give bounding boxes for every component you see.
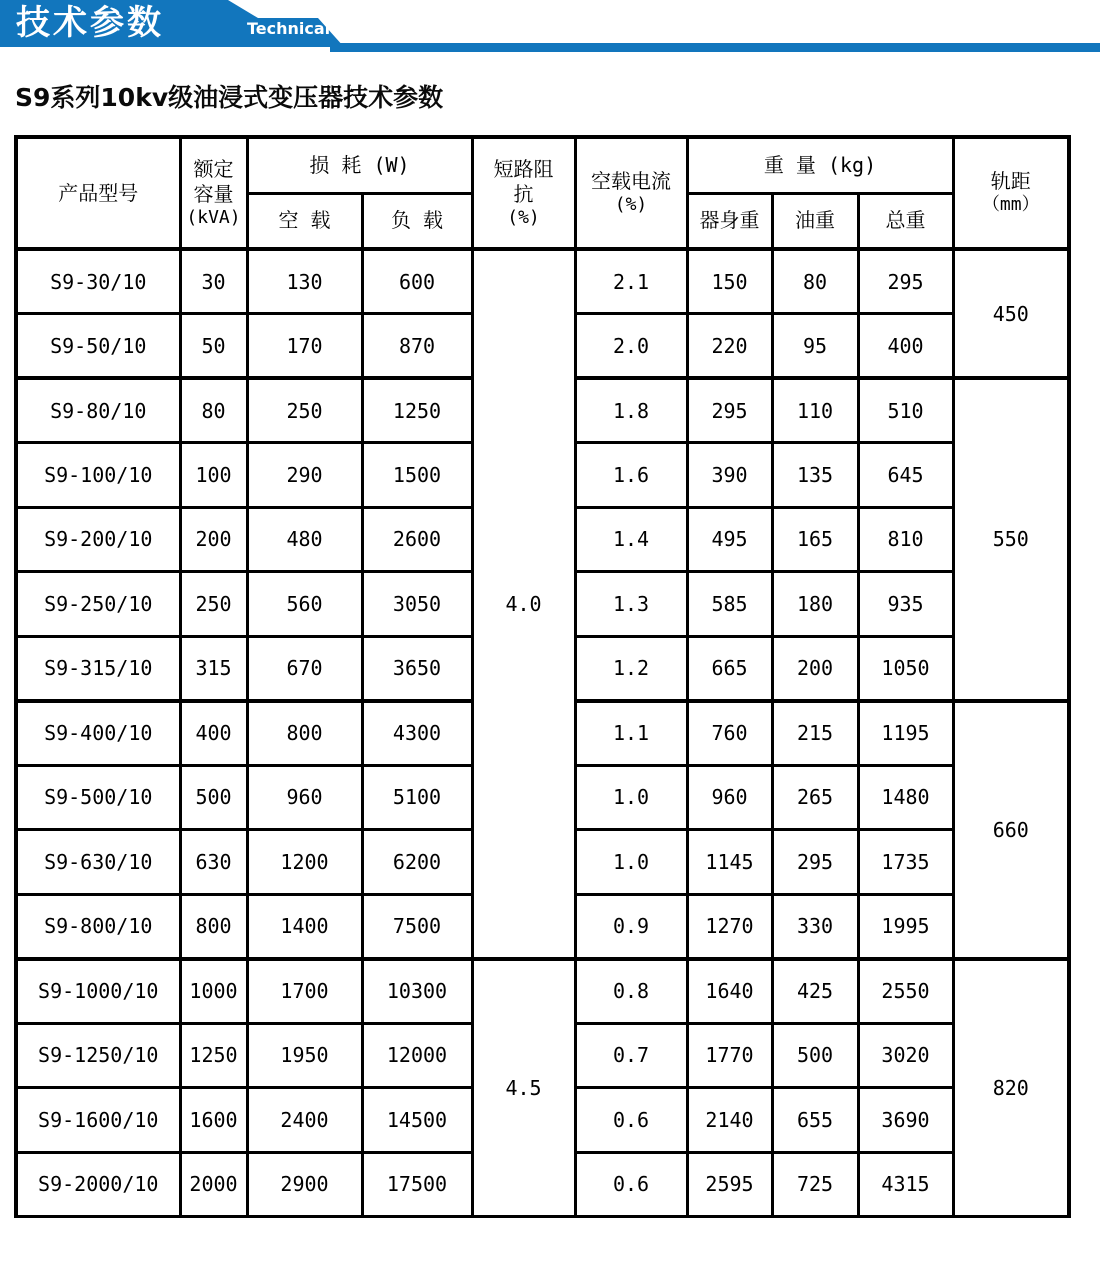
cell-capacity: 1000 bbox=[180, 959, 247, 1024]
cell-no-load-current: 1.1 bbox=[575, 701, 687, 766]
cell-load-loss: 1250 bbox=[362, 378, 472, 443]
cell-model: S9-630/10 bbox=[16, 830, 180, 895]
cell-load-loss: 17500 bbox=[362, 1152, 472, 1217]
cell-impedance: 4.5 bbox=[472, 959, 575, 1217]
cell-gauge: 660 bbox=[953, 701, 1069, 959]
table-header bbox=[16, 137, 1069, 249]
cell-total-weight: 1480 bbox=[858, 765, 953, 830]
header-weight-group: 重 量 (kg) bbox=[687, 137, 953, 193]
header-gauge: 轨距 （mm） bbox=[953, 137, 1069, 249]
cell-capacity: 250 bbox=[180, 572, 247, 637]
cell-body-weight: 295 bbox=[687, 378, 772, 443]
cell-total-weight: 510 bbox=[858, 378, 953, 443]
cell-no-load-loss: 170 bbox=[247, 314, 362, 379]
cell-total-weight: 1735 bbox=[858, 830, 953, 895]
cell-no-load-loss: 250 bbox=[247, 378, 362, 443]
cell-body-weight: 495 bbox=[687, 507, 772, 572]
cell-no-load-current: 0.6 bbox=[575, 1152, 687, 1217]
cell-capacity: 50 bbox=[180, 314, 247, 379]
cell-load-loss: 2600 bbox=[362, 507, 472, 572]
cell-capacity: 500 bbox=[180, 765, 247, 830]
cell-no-load-loss: 2900 bbox=[247, 1152, 362, 1217]
cell-no-load-current: 1.3 bbox=[575, 572, 687, 637]
cell-model: S9-50/10 bbox=[16, 314, 180, 379]
cell-model: S9-400/10 bbox=[16, 701, 180, 766]
cell-capacity: 1600 bbox=[180, 1088, 247, 1153]
cell-no-load-loss: 960 bbox=[247, 765, 362, 830]
cell-body-weight: 220 bbox=[687, 314, 772, 379]
cell-no-load-current: 0.7 bbox=[575, 1023, 687, 1088]
header-no-load-loss: 空 载 bbox=[247, 193, 362, 249]
cell-total-weight: 1195 bbox=[858, 701, 953, 766]
cell-model: S9-2000/10 bbox=[16, 1152, 180, 1217]
cell-capacity: 200 bbox=[180, 507, 247, 572]
cell-total-weight: 3690 bbox=[858, 1088, 953, 1153]
cell-total-weight: 400 bbox=[858, 314, 953, 379]
header-loss-group: 损 耗 (W) bbox=[247, 137, 472, 193]
cell-no-load-current: 1.6 bbox=[575, 443, 687, 508]
table-row bbox=[16, 249, 1069, 314]
cell-no-load-loss: 560 bbox=[247, 572, 362, 637]
cell-load-loss: 6200 bbox=[362, 830, 472, 895]
cell-load-loss: 14500 bbox=[362, 1088, 472, 1153]
cell-body-weight: 1770 bbox=[687, 1023, 772, 1088]
banner-title-en: Technical parameter bbox=[247, 19, 431, 38]
cell-no-load-current: 2.1 bbox=[575, 249, 687, 314]
cell-gauge: 450 bbox=[953, 249, 1069, 378]
cell-total-weight: 935 bbox=[858, 572, 953, 637]
cell-model: S9-500/10 bbox=[16, 765, 180, 830]
cell-capacity: 100 bbox=[180, 443, 247, 508]
cell-oil-weight: 500 bbox=[772, 1023, 858, 1088]
header-no-load-current: 空载电流 (%) bbox=[575, 137, 687, 249]
cell-body-weight: 1270 bbox=[687, 894, 772, 959]
cell-model: S9-80/10 bbox=[16, 378, 180, 443]
cell-body-weight: 2595 bbox=[687, 1152, 772, 1217]
cell-no-load-loss: 480 bbox=[247, 507, 362, 572]
cell-no-load-loss: 1200 bbox=[247, 830, 362, 895]
cell-total-weight: 3020 bbox=[858, 1023, 953, 1088]
cell-model: S9-1600/10 bbox=[16, 1088, 180, 1153]
header-banner bbox=[0, 0, 1100, 56]
cell-no-load-current: 1.4 bbox=[575, 507, 687, 572]
cell-oil-weight: 165 bbox=[772, 507, 858, 572]
cell-model: S9-30/10 bbox=[16, 249, 180, 314]
cell-gauge: 550 bbox=[953, 378, 1069, 701]
cell-no-load-current: 0.8 bbox=[575, 959, 687, 1024]
cell-capacity: 800 bbox=[180, 894, 247, 959]
cell-body-weight: 1145 bbox=[687, 830, 772, 895]
cell-load-loss: 870 bbox=[362, 314, 472, 379]
cell-capacity: 400 bbox=[180, 701, 247, 766]
cell-no-load-current: 1.0 bbox=[575, 830, 687, 895]
cell-model: S9-1000/10 bbox=[16, 959, 180, 1024]
cell-load-loss: 4300 bbox=[362, 701, 472, 766]
cell-model: S9-1250/10 bbox=[16, 1023, 180, 1088]
cell-capacity: 30 bbox=[180, 249, 247, 314]
cell-oil-weight: 330 bbox=[772, 894, 858, 959]
cell-impedance: 4.0 bbox=[472, 249, 575, 959]
cell-capacity: 315 bbox=[180, 636, 247, 701]
table-row bbox=[16, 959, 1069, 1024]
cell-model: S9-250/10 bbox=[16, 572, 180, 637]
cell-oil-weight: 80 bbox=[772, 249, 858, 314]
cell-load-loss: 7500 bbox=[362, 894, 472, 959]
cell-no-load-current: 1.8 bbox=[575, 378, 687, 443]
cell-total-weight: 645 bbox=[858, 443, 953, 508]
header-load-loss: 负 载 bbox=[362, 193, 472, 249]
cell-load-loss: 3050 bbox=[362, 572, 472, 637]
cell-model: S9-800/10 bbox=[16, 894, 180, 959]
cell-no-load-loss: 1700 bbox=[247, 959, 362, 1024]
cell-oil-weight: 180 bbox=[772, 572, 858, 637]
cell-body-weight: 760 bbox=[687, 701, 772, 766]
cell-no-load-loss: 800 bbox=[247, 701, 362, 766]
cell-no-load-loss: 2400 bbox=[247, 1088, 362, 1153]
cell-model: S9-200/10 bbox=[16, 507, 180, 572]
cell-body-weight: 960 bbox=[687, 765, 772, 830]
cell-total-weight: 1995 bbox=[858, 894, 953, 959]
cell-oil-weight: 655 bbox=[772, 1088, 858, 1153]
cell-body-weight: 390 bbox=[687, 443, 772, 508]
cell-oil-weight: 265 bbox=[772, 765, 858, 830]
cell-load-loss: 3650 bbox=[362, 636, 472, 701]
cell-model: S9-100/10 bbox=[16, 443, 180, 508]
cell-no-load-loss: 670 bbox=[247, 636, 362, 701]
cell-capacity: 80 bbox=[180, 378, 247, 443]
cell-body-weight: 150 bbox=[687, 249, 772, 314]
cell-load-loss: 5100 bbox=[362, 765, 472, 830]
cell-body-weight: 665 bbox=[687, 636, 772, 701]
cell-oil-weight: 110 bbox=[772, 378, 858, 443]
banner-title-cn: 技术参数 bbox=[16, 3, 164, 43]
spec-table bbox=[14, 135, 1071, 1218]
banner-ribbon-shape bbox=[0, 0, 1100, 56]
cell-oil-weight: 200 bbox=[772, 636, 858, 701]
cell-no-load-loss: 1400 bbox=[247, 894, 362, 959]
cell-total-weight: 295 bbox=[858, 249, 953, 314]
cell-load-loss: 10300 bbox=[362, 959, 472, 1024]
cell-oil-weight: 295 bbox=[772, 830, 858, 895]
cell-total-weight: 4315 bbox=[858, 1152, 953, 1217]
cell-no-load-loss: 130 bbox=[247, 249, 362, 314]
cell-load-loss: 600 bbox=[362, 249, 472, 314]
header-impedance: 短路阻 抗 (%) bbox=[472, 137, 575, 249]
cell-model: S9-315/10 bbox=[16, 636, 180, 701]
cell-no-load-loss: 1950 bbox=[247, 1023, 362, 1088]
cell-capacity: 1250 bbox=[180, 1023, 247, 1088]
header-rated-capacity: 额定 容量 (kVA) bbox=[180, 137, 247, 249]
cell-gauge: 820 bbox=[953, 959, 1069, 1217]
header-total-weight: 总重 bbox=[858, 193, 953, 249]
header-product-model: 产品型号 bbox=[16, 137, 180, 249]
page-title: S9系列10kv级油浸式变压器技术参数 bbox=[15, 83, 444, 112]
cell-no-load-current: 2.0 bbox=[575, 314, 687, 379]
cell-body-weight: 2140 bbox=[687, 1088, 772, 1153]
cell-total-weight: 2550 bbox=[858, 959, 953, 1024]
cell-body-weight: 585 bbox=[687, 572, 772, 637]
cell-total-weight: 1050 bbox=[858, 636, 953, 701]
cell-load-loss: 12000 bbox=[362, 1023, 472, 1088]
cell-no-load-loss: 290 bbox=[247, 443, 362, 508]
table-body bbox=[16, 249, 1069, 1217]
cell-no-load-current: 1.0 bbox=[575, 765, 687, 830]
cell-oil-weight: 95 bbox=[772, 314, 858, 379]
header-oil-weight: 油重 bbox=[772, 193, 858, 249]
cell-oil-weight: 215 bbox=[772, 701, 858, 766]
cell-oil-weight: 425 bbox=[772, 959, 858, 1024]
cell-capacity: 2000 bbox=[180, 1152, 247, 1217]
cell-total-weight: 810 bbox=[858, 507, 953, 572]
cell-capacity: 630 bbox=[180, 830, 247, 895]
cell-body-weight: 1640 bbox=[687, 959, 772, 1024]
cell-load-loss: 1500 bbox=[362, 443, 472, 508]
cell-no-load-current: 1.2 bbox=[575, 636, 687, 701]
cell-no-load-current: 0.6 bbox=[575, 1088, 687, 1153]
cell-oil-weight: 725 bbox=[772, 1152, 858, 1217]
cell-no-load-current: 0.9 bbox=[575, 894, 687, 959]
header-body-weight: 器身重 bbox=[687, 193, 772, 249]
cell-oil-weight: 135 bbox=[772, 443, 858, 508]
